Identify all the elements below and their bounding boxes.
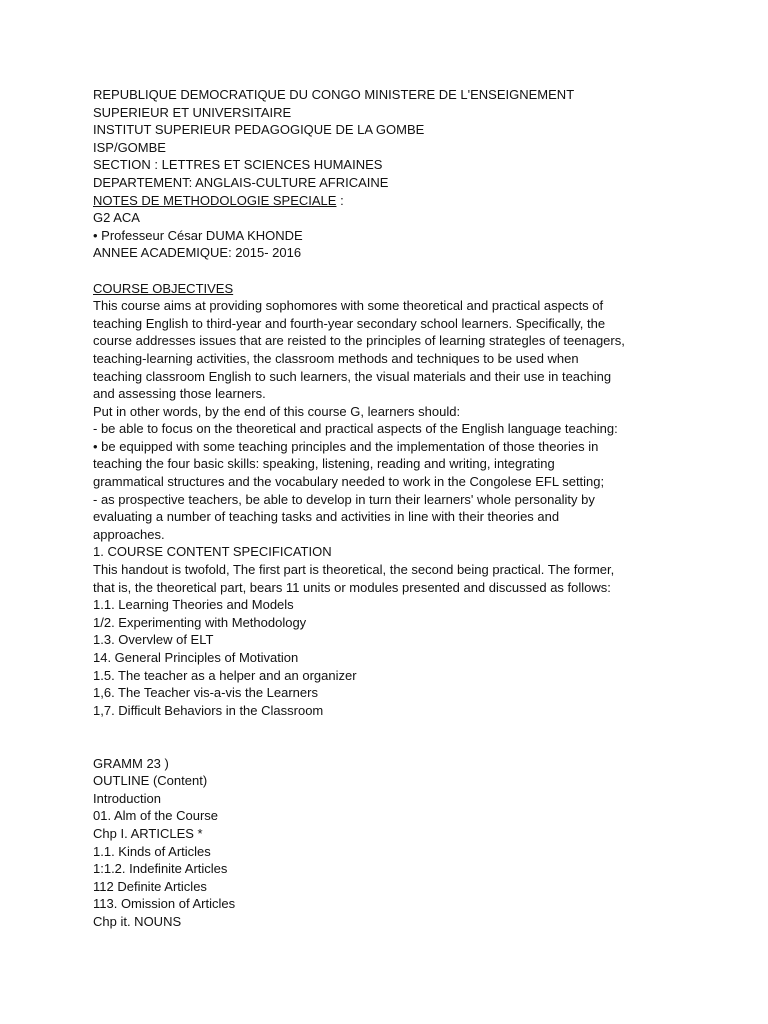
objectives-line: teaching classroom English to such learners, the visual materials and their use in teaching: [93, 368, 612, 384]
objectives-line: - be able to focus on the theoretical and practical aspects of the English language teaching:: [93, 421, 618, 437]
professor-line: • Professeur César DUMA KHONDE: [93, 227, 303, 243]
grammar-line: 01. Alm of the Course: [93, 808, 219, 824]
objectives-line: teaching-learning activities, the classroom methods and techniques to be used when: [93, 350, 579, 366]
notes-title-line: [93, 192, 703, 210]
grammar-line: 113. Omission of Articles: [93, 896, 236, 912]
document-page: [93, 86, 703, 931]
course-objectives-title: COURSE OBJECTIVES: [93, 280, 234, 296]
course-objectives-section: [93, 280, 703, 544]
grammar-line: Chp I. ARTICLES *: [93, 825, 203, 841]
content-line: 1/2. Experimenting with Methodology: [93, 614, 307, 630]
content-line: 1.5. The teacher as a helper and an organizer: [93, 667, 357, 683]
spacer: [93, 719, 703, 754]
content-line: 1. COURSE CONTENT SPECIFICATION: [93, 544, 332, 560]
objectives-line: Put in other words, by the end of this course G, learners should:: [93, 403, 461, 419]
class-line: G2 ACA: [93, 210, 140, 226]
grammar-line: Introduction: [93, 790, 161, 806]
header-line: SECTION : LETTRES ET SCIENCES HUMAINES: [93, 157, 383, 173]
grammar-line: 1.1. Kinds of Articles: [93, 843, 211, 859]
header-line: DEPARTEMENT: ANGLAIS-CULTURE AFRICAINE: [93, 174, 389, 190]
document-header: [93, 86, 703, 262]
grammar-outline-section: [93, 755, 703, 931]
objectives-line: This course aims at providing sophomores with some theoretical and practical aspects of: [93, 298, 604, 314]
course-content-section: [93, 543, 703, 719]
header-line: ISP/GOMBE: [93, 139, 166, 155]
content-line: 1.1. Learning Theories and Models: [93, 597, 294, 613]
content-line: 1.3. Overvlew of ELT: [93, 632, 214, 648]
grammar-line: GRAMM 23 ): [93, 755, 169, 771]
objectives-line: - as prospective teachers, be able to develop in turn their learners' whole personality by: [93, 491, 595, 507]
content-line: 14. General Principles of Motivation: [93, 650, 299, 665]
objectives-line: course addresses issues that are reisted to the principles of learning strategles of teenagers,: [93, 333, 625, 349]
notes-title: NOTES DE METHODOLOGIE SPECIALE: [93, 192, 337, 208]
objectives-line: approaches.: [93, 526, 165, 542]
objectives-line: and assessing those learners.: [93, 386, 266, 402]
grammar-line: OUTLINE (Content): [93, 773, 208, 789]
spacer: [93, 262, 703, 280]
header-line: INSTITUT SUPERIEUR PEDAGOGIQUE DE LA GOMBE: [93, 122, 425, 138]
header-line: SUPERIEUR ET UNIVERSITAIRE: [93, 104, 292, 120]
objectives-line: evaluating a number of teaching tasks and activities in line with their theories and: [93, 509, 560, 525]
objectives-line: teaching the four basic skills: speaking, listening, reading and writing, integrating: [93, 456, 555, 472]
content-line: 1,7. Difficult Behaviors in the Classroom: [93, 702, 324, 718]
notes-title-suffix: :: [336, 192, 344, 208]
grammar-line: 112 Definite Articles: [93, 878, 207, 894]
grammar-line: 1:1.2. Indefinite Articles: [93, 861, 228, 877]
content-line: 1,6. The Teacher vis-a-vis the Learners: [93, 685, 318, 701]
content-line: This handout is twofold, The first part is theoretical, the second being practical. The former,: [93, 562, 615, 578]
grammar-line: Chp it. NOUNS: [93, 913, 182, 929]
objectives-line: grammatical structures and the vocabulary needed to work in the Congolese EFL setting;: [93, 474, 605, 490]
objectives-line: • be equipped with some teaching principles and the implementation of those theories in: [93, 438, 599, 454]
content-line: that is, the theoretical part, bears 11 units or modules presented and discussed as follows:: [93, 579, 611, 595]
objectives-line: teaching English to third-year and fourth-year secondary school learners. Specifically, the: [93, 315, 606, 331]
academic-year-line: ANNEE ACADEMIQUE: 2015- 2016: [93, 245, 302, 261]
header-line: REPUBLIQUE DEMOCRATIQUE DU CONGO MINISTERE DE L'ENSEIGNEMENT: [93, 87, 575, 102]
